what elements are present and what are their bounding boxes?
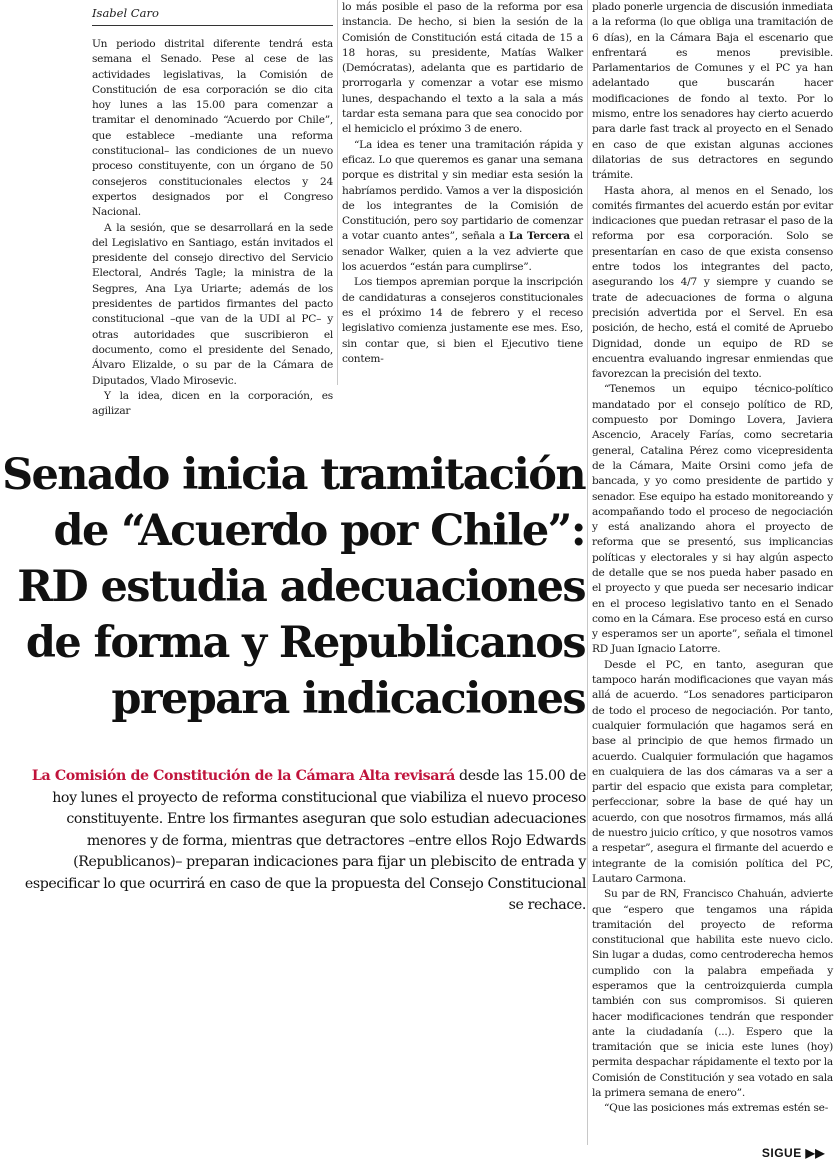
lead-highlight: La Comisión de Constitución de la Cámara Alta revisará: [31, 768, 455, 784]
column-divider-1: [337, 0, 338, 385]
body-paragraph: [342, 138, 583, 276]
lead-text: desde las 15.00 de hoy lunes el proyecto de reforma constitucional que viabiliza el nuevo proceso constituyente. Entre los firmantes aseguran que solo estudian adecuaciones menores y de forma, mientras que detractores –entre ellos Rojo Edwards (Republicanos)– preparan indicaciones para fijar un plebiscito de entrada y especificar lo que ocurrirá en caso de que la propuesta del Consejo Constitucional se rechace.: [24, 768, 586, 913]
quote-text-continued: el senador Walker, quien a la vez advierte que los acuerdos “están para cumplirse”.: [342, 230, 583, 274]
body-paragraph: A la sesión, que se desarrollará en la sede del Legislativo en Santiago, están invitados el presidente del consejo directivo del Servicio Electoral, Andrés Tagle; la ministra de la Segpres, Ana Lya Uriarte; además de los presidentes de partidos firmantes del pacto constitucional –que van de la UDI al PC– y otras autoridades que suscribieron el documento, como el presidente del Senado, Álvaro Elizalde, o su par de la Cámara de Diputados, Vlado Mirosevic.: [92, 221, 333, 387]
headline: Senado inicia tramitación de “Acuerdo por Chile”: RD estudia adecuaciones de forma y Republicanos prepara indicaciones: [2, 450, 585, 724]
lead-paragraph: [8, 766, 586, 917]
byline-divider: [92, 25, 333, 26]
body-paragraph: Y la idea, dicen en la corporación, es agilizar: [92, 389, 333, 418]
continue-marker: SIGUE ▶▶: [761, 1146, 825, 1160]
body-paragraph: “Que las posiciones más extremas estén se-: [604, 1102, 829, 1115]
byline: Isabel Caro: [92, 6, 159, 20]
body-paragraph: plado ponerle urgencia de discusión inmediata a la reforma (lo que obliga una tramitación de 6 días), en la Cámara Baja el escenario que enfrentará es menos previsible. Parlamentarios de Comunes y el PC ya han adelantado que buscarán hacer modificaciones de fondo al texto. Por lo mismo, entre los senadores hay cierto acuerdo para darle fast track al proyecto en el Senado en caso de que existan algunas acciones dilatorias de sus detractores en segundo trámite.: [592, 1, 833, 182]
body-paragraph: lo más posible el paso de la reforma por esa instancia. De hecho, si bien la sesión de la Comisión de Constitución está citada de 15 a 18 horas, su presidente, Matías Walker (Demócratas), adelanta que es partidario de prorrogarla y comenzar a votar ese mismo lunes, despachando el texto a la sala a más tardar esta semana para que sea conocido por el hemiciclo el próximo 3 de enero.: [342, 1, 583, 136]
body-paragraph: “Tenemos un equipo técnico-político mandatado por el consejo político de RD, compuesto por Domingo Lovera, Javiera Ascencio, Aracely Farías, como secretaria general, Catalina Pérez como vicepresidenta de la Cámara, Maite Orsini como jefa de bancada, y yo como presidente de partido y senador. Ese equipo ha estado monitoreando y acompañando todo el proceso de negociación y está analizando ahora el proyecto de reforma que se presentó, sus implicancias políticas y electorales y si hay algún aspecto de detalle que se nos pueda haber pasado en el proyecto y que pueda ser necesario indicar en el proceso legislativo tanto en el Senado como en la Cámara. Ese proceso está en curso y esperamos ser un aporte”, señala el timonel RD Juan Ignacio Latorre.: [592, 383, 833, 656]
body-paragraph: Los tiempos apremian porque la inscripción de candidaturas a consejeros constitucionales es el próximo 14 de febrero y el receso legislativo comienza justamente ese mes. Eso, sin contar que, si bien el Ejecutivo tiene contem-: [342, 276, 583, 365]
body-paragraph: Su par de RN, Francisco Chahuán, advierte que “espero que tengamos una rápida tramitación del proyecto de reforma constitucional que habilita este nuevo ciclo. Sin lugar a dudas, como centroderecha hemos cumplido con la palabra empeñada y esperamos que la centroizquierda cumpla también con sus compromisos. Si quieren hacer modificaciones tendrán que responder ante la ciudadanía (...). Espero que la tramitación que se inicia este lunes (hoy) permita despachar rápidamente el texto por la Comisión de Constitución y sea votado en sala la primera semana de enero”.: [592, 888, 833, 1100]
quote-text: “La idea es tener una tramitación rápida y eficaz. Lo que queremos es ganar una semana porque es distrital y sin mediar esta sesión la habríamos perdido. Vamos a ver la disposición de los integrantes de la Comisión de Constitución, pero soy partidario de comenzar a votar cuanto antes”, señala a: [342, 138, 583, 243]
body-paragraph: Un periodo distrital diferente tendrá esta semana el Senado. Pese al cese de las actividades legislativas, la Comisión de Constitución de esa corporación se dio cita hoy lunes a las 15.00 para comenzar a tramitar el denominado “Acuerdo por Chile”, que establece –mediante una reforma constitucional– las condiciones de un nuevo proceso constituyente, con un órgano de 50 consejeros constitucionales electos y 24 expertos designados por el Congreso Nacional.: [92, 38, 333, 219]
body-paragraph: Hasta ahora, al menos en el Senado, los comités firmantes del acuerdo están por evitar indicaciones que puedan retrasar el paso de la reforma por esa corporación. Solo se presentarían en caso de que exista consenso entre todos los integrantes del pacto, asegurando los 4/7 y siempre y cuando se trate de adecuaciones de forma o alguna precisión advertida por el Servel. En esa posición, de hecho, está el comité de Apruebo Dignidad, donde un equipo de RD se encuentra evaluando ingresar enmiendas que favorezcan la precisión del texto.: [592, 184, 833, 381]
body-paragraph: Desde el PC, en tanto, aseguran que tampoco harán modificaciones que vayan más allá de acuerdo. “Los senadores participaron de todo el proceso de negociación. Por tanto, cualquier formulación que hagamos será en base al principio de que hemos firmado un acuerdo. Cualquier formulación que hagamos en cualquiera de las dos cámaras va a ser a partir del espacio que exista para completar, perfeccionar, sobre la base de qué hay un acuerdo, con que nosotros firmamos, más allá de nuestro juicio crítico, y que nosotros vamos a respetar”, asegura el firmante del acuerdo e integrante de la comisión política del PC, Lautaro Carmona.: [592, 658, 833, 885]
body-column-2: [342, 0, 583, 367]
newspaper-name: La Tercera: [508, 230, 570, 243]
column-divider-2: [587, 0, 588, 1145]
body-column-3: [592, 0, 833, 1117]
body-column-1: [92, 37, 333, 419]
